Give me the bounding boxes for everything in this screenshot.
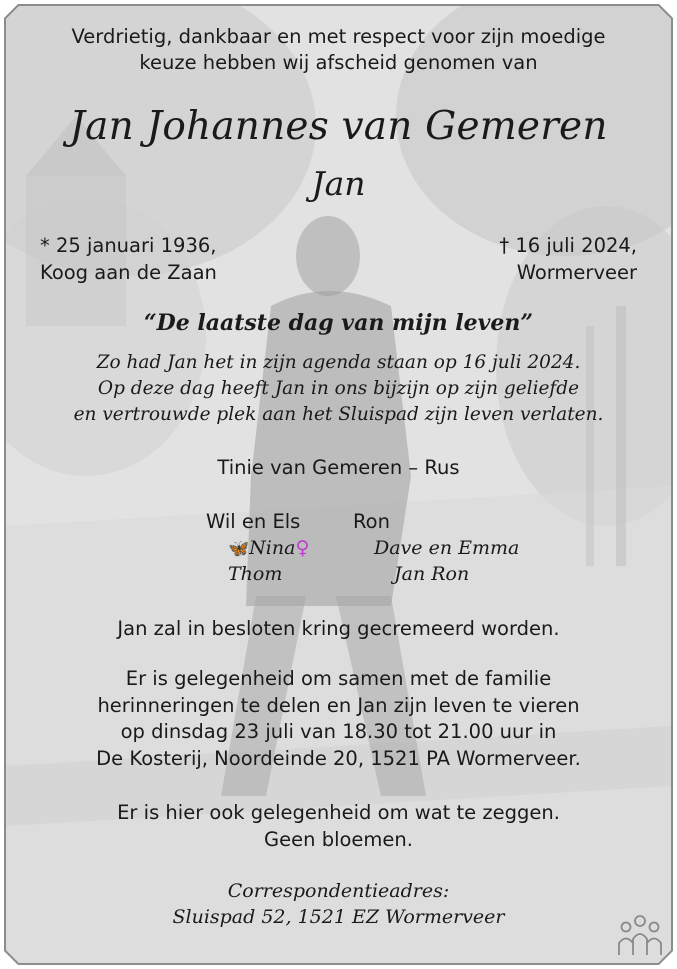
birth-date: * 25 januari 1936,: [40, 234, 217, 257]
agenda-line: Op deze dag heeft Jan in ons bijzijn op zijn geliefde: [97, 378, 580, 399]
agenda-line: Zo had Jan het in zijn agenda staan op 16 juli 2024.: [96, 352, 581, 373]
death-date: † 16 juli 2024,: [499, 234, 637, 257]
balloon-icon: ♀: [295, 537, 310, 559]
speak-line: Er is hier ook gelegenheid om wat te zeggen.: [117, 801, 560, 824]
no-flowers-line: Geen bloemen.: [264, 827, 413, 851]
call-name: Jan: [311, 164, 366, 203]
agenda-text: [0, 350, 677, 428]
family-grandchild: Dave en Emma: [374, 537, 520, 559]
speak-notice: [0, 800, 677, 853]
intro-line: Verdrietig, dankbaar en met respect voor zijn moedige: [71, 25, 606, 48]
correspondence-address: Sluispad 52, 1521 EZ Wormerveer: [172, 906, 505, 928]
gathering-line: Er is gelegenheid om samen met de familie: [125, 667, 552, 690]
correspondence-label: Correspondentieadres:: [227, 880, 450, 902]
family-child: Ron: [353, 510, 390, 533]
intro-text: [0, 24, 677, 76]
grandchild-name: Nina: [249, 537, 296, 559]
gathering-line: op dinsdag 23 juli van 18.30 tot 21.00 uur in: [120, 720, 557, 743]
butterfly-icon: 🦋: [228, 539, 250, 559]
family-grandchild: Thom: [228, 563, 283, 585]
family-grandchild: Jan Ron: [394, 563, 470, 585]
family-grandchild: [228, 535, 309, 563]
gathering-notice: [0, 666, 677, 772]
intro-line: keuze hebben wij afscheid genomen van: [139, 51, 538, 74]
agenda-line: en vertrouwde plek aan het Sluispad zijn leven verlaten.: [73, 404, 604, 425]
family-child: Wil en Els: [206, 510, 301, 533]
quote: “De laatste dag van mijn leven”: [143, 310, 534, 336]
death-info: [499, 232, 637, 286]
gathering-line: De Kosterij, Noordeinde 20, 1521 PA Wormerveer.: [96, 746, 581, 770]
birth-place: Koog aan de Zaan: [40, 261, 217, 284]
full-name: Jan Johannes van Gemeren: [69, 104, 608, 149]
spouse-name: Tinie van Gemeren – Rus: [217, 456, 460, 479]
gathering-line: herinneringen te delen en Jan zijn leven te vieren: [97, 693, 580, 717]
birth-info: [40, 232, 217, 286]
cremation-notice: Jan zal in besloten kring gecremeerd worden.: [117, 617, 560, 640]
death-place: Wormerveer: [516, 261, 637, 284]
people-group-icon: [616, 913, 664, 957]
